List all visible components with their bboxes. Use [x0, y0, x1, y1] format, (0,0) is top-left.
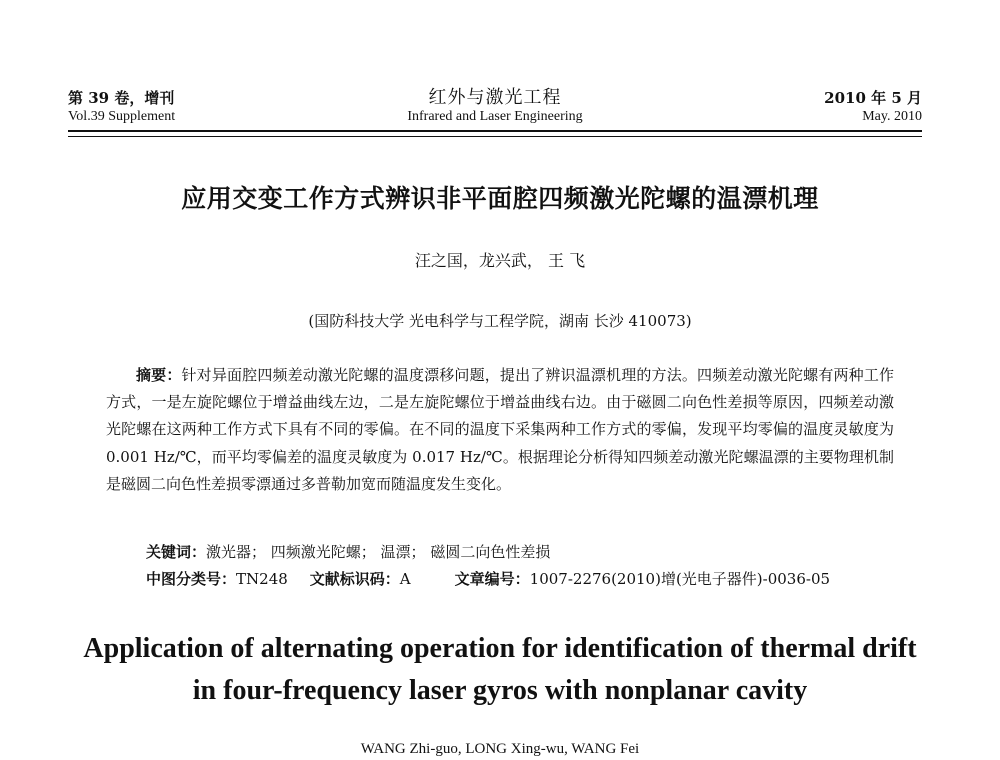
doc-code-label: 文献标识码：: [309, 570, 400, 588]
issue-date-cn: 2010 年 5 月: [824, 89, 922, 107]
journal-name-en: Infrared and Laser Engineering: [407, 109, 583, 124]
title-en-line-1: Application of alternating operation for identification of thermal drift: [83, 633, 917, 664]
authors-cn: 汪之国，龙兴武， 王 飞: [414, 251, 586, 270]
journal-name-cn: 红外与激光工程: [428, 87, 562, 108]
classification-line: [146, 567, 960, 591]
header-rule-thin: [68, 136, 922, 137]
volume-cn: 第 39 卷，增刊: [68, 89, 175, 107]
keywords-text: 激光器； 四频激光陀螺； 温漂； 磁圆二向色性差损: [206, 543, 551, 561]
authors-en: WANG Zhi-guo, LONG Xing-wu, WANG Fei: [360, 741, 640, 757]
paper-title-en: [30, 628, 970, 712]
issue-date: [824, 88, 922, 126]
keywords-line: [146, 540, 960, 564]
article-no-value: 1007-2276(2010)增(光电子器件)-0036-05: [529, 570, 831, 588]
abstract-cn: [106, 362, 894, 498]
keywords-label: 关键词：: [146, 543, 207, 561]
issue-date-en: May. 2010: [862, 109, 922, 124]
journal-name: [68, 88, 922, 126]
journal-header: [68, 88, 922, 130]
abstract-text: 针对异面腔四频差动激光陀螺的温度漂移问题，提出了辨识温漂机理的方法。四频差动激光陀螺有两种工作方式，一是左旋陀螺位于增益曲线左边，二是左旋陀螺位于增益曲线右边。由于磁圆二向色性差损等原因，四频差动激光陀螺在这两种工作方式下具有不同的零偏。在不同的温度下采集两种工作方式的零偏，发现平均零偏的温度灵敏度为 0.001 Hz/℃，而平均零偏差的温度灵敏度为 0.017 Hz/℃。根据理论分析得知四频差动激光陀螺温漂的主要物理机制是磁圆二向色性差损零漂通过多普勒加宽而随温度发生变化。: [106, 366, 894, 493]
volume-en: Vol.39 Supplement: [68, 109, 176, 124]
abstract-label: 摘要：: [136, 366, 182, 384]
article-no-label: 文章编号：: [454, 570, 530, 588]
paper-title-cn: 应用交变工作方式辨识非平面腔四频激光陀螺的温漂机理: [181, 184, 819, 213]
header-rule-thick: [68, 130, 922, 132]
doc-code-value: A: [399, 570, 411, 588]
affiliation-cn: (国防科技大学 光电科学与工程学院，湖南 长沙 410073): [308, 312, 692, 330]
clc-value: TN248: [236, 570, 288, 588]
clc-label: 中图分类号：: [146, 570, 237, 588]
title-en-line-2: in four-frequency laser gyros with nonplanar cavity: [192, 675, 808, 706]
